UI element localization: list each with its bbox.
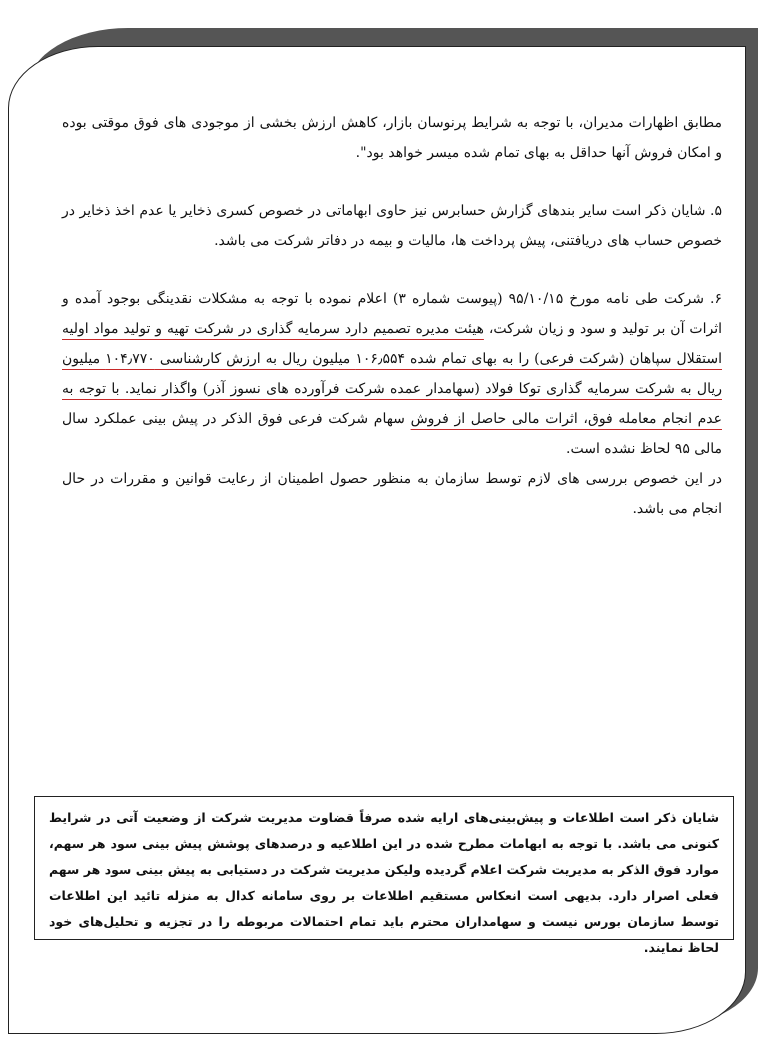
paragraph-6-intro: ۶. شرکت طی نامه مورخ ۹۵/۱۰/۱۵ (پیوست شماره ۳) اعلام نموده با توجه به مشکلات نقدینگی بوجود آمده و اثرات آن بر تولید و سود و زیان شرکت، xyxy=(62,291,723,337)
paragraph-6-underlined: هیئت مدیره تصمیم دارد سرمایه گذاری در شرکت تهیه و تولید مواد اولیه استقلال سپاهان (شرکت فرعی) را به بهای تمام شده ۱۰۶٫۵۵۴ میلیون ریال به ارزش کارشناسی ۱۰۴٫۷۷۰ میلیون ریال به شرکت سرمایه گذاری توکا فولاد (سهامدار عمده شرکت فرآورده های نسوز آذر) واگذار نماید. با توجه به عدم انجام معامله فوق، اثرات مالی حاصل از فروش xyxy=(62,321,723,427)
paragraph-5: ۵. شایان ذکر است سایر بندهای گزارش حسابرس نیز حاوی ابهاماتی در خصوص کسری ذخایر یا عدم اخذ ذخایر در خصوص حساب های دریافتنی، پیش پرداخت ها، مالیات و بیمه در دفاتر شرکت می باشد. xyxy=(62,203,722,249)
document-body xyxy=(62,108,722,524)
disclaimer-box xyxy=(34,796,734,955)
paragraph-6 xyxy=(62,284,722,464)
paragraph-1: مطابق اظهارات مدیران، با توجه به شرایط پرنوسان بازار، کاهش ارزش بخشی از موجودی های فوق موقتی بوده و امکان فروش آنها حداقل به بهای تمام شده میسر خواهد بود". xyxy=(62,115,722,161)
disclaimer-text: شایان ذکر است اطلاعات و پیش‌بینی‌های ارایه شده صرفاً قضاوت مدیریت شرکت از وضعیت آتی در شرایط کنونی می باشد. با توجه به ابهامات مطرح شده در این اطلاعیه و درصدهای پوشش پیش بینی سود هر سهم، موارد فوق الذکر به مدیریت شرکت اعلام گردیده ولیکن مدیریت شرکت در دستیابی به پیش بینی سود هر سهم فعلی اصرار دارد. بدیهی است انعکاس مستقیم اطلاعات بر روی سامانه کدال به منزله تائید این اطلاعات توسط سازمان بورس نیست و سهامداران محترم باید تمام احتمالات مربوطه را در تجزیه و تحلیل‌های خود لحاظ نمایند. xyxy=(49,810,719,955)
paragraph-6-tail: سهام شرکت فرعی فوق الذکر در پیش بینی عملکرد سال مالی ۹۵ لحاظ نشده است. xyxy=(62,411,722,457)
paragraph-review: در این خصوص بررسی های لازم توسط سازمان به منظور حصول اطمینان از رعایت قوانین و مقررات در حال انجام می باشد. xyxy=(62,471,722,517)
